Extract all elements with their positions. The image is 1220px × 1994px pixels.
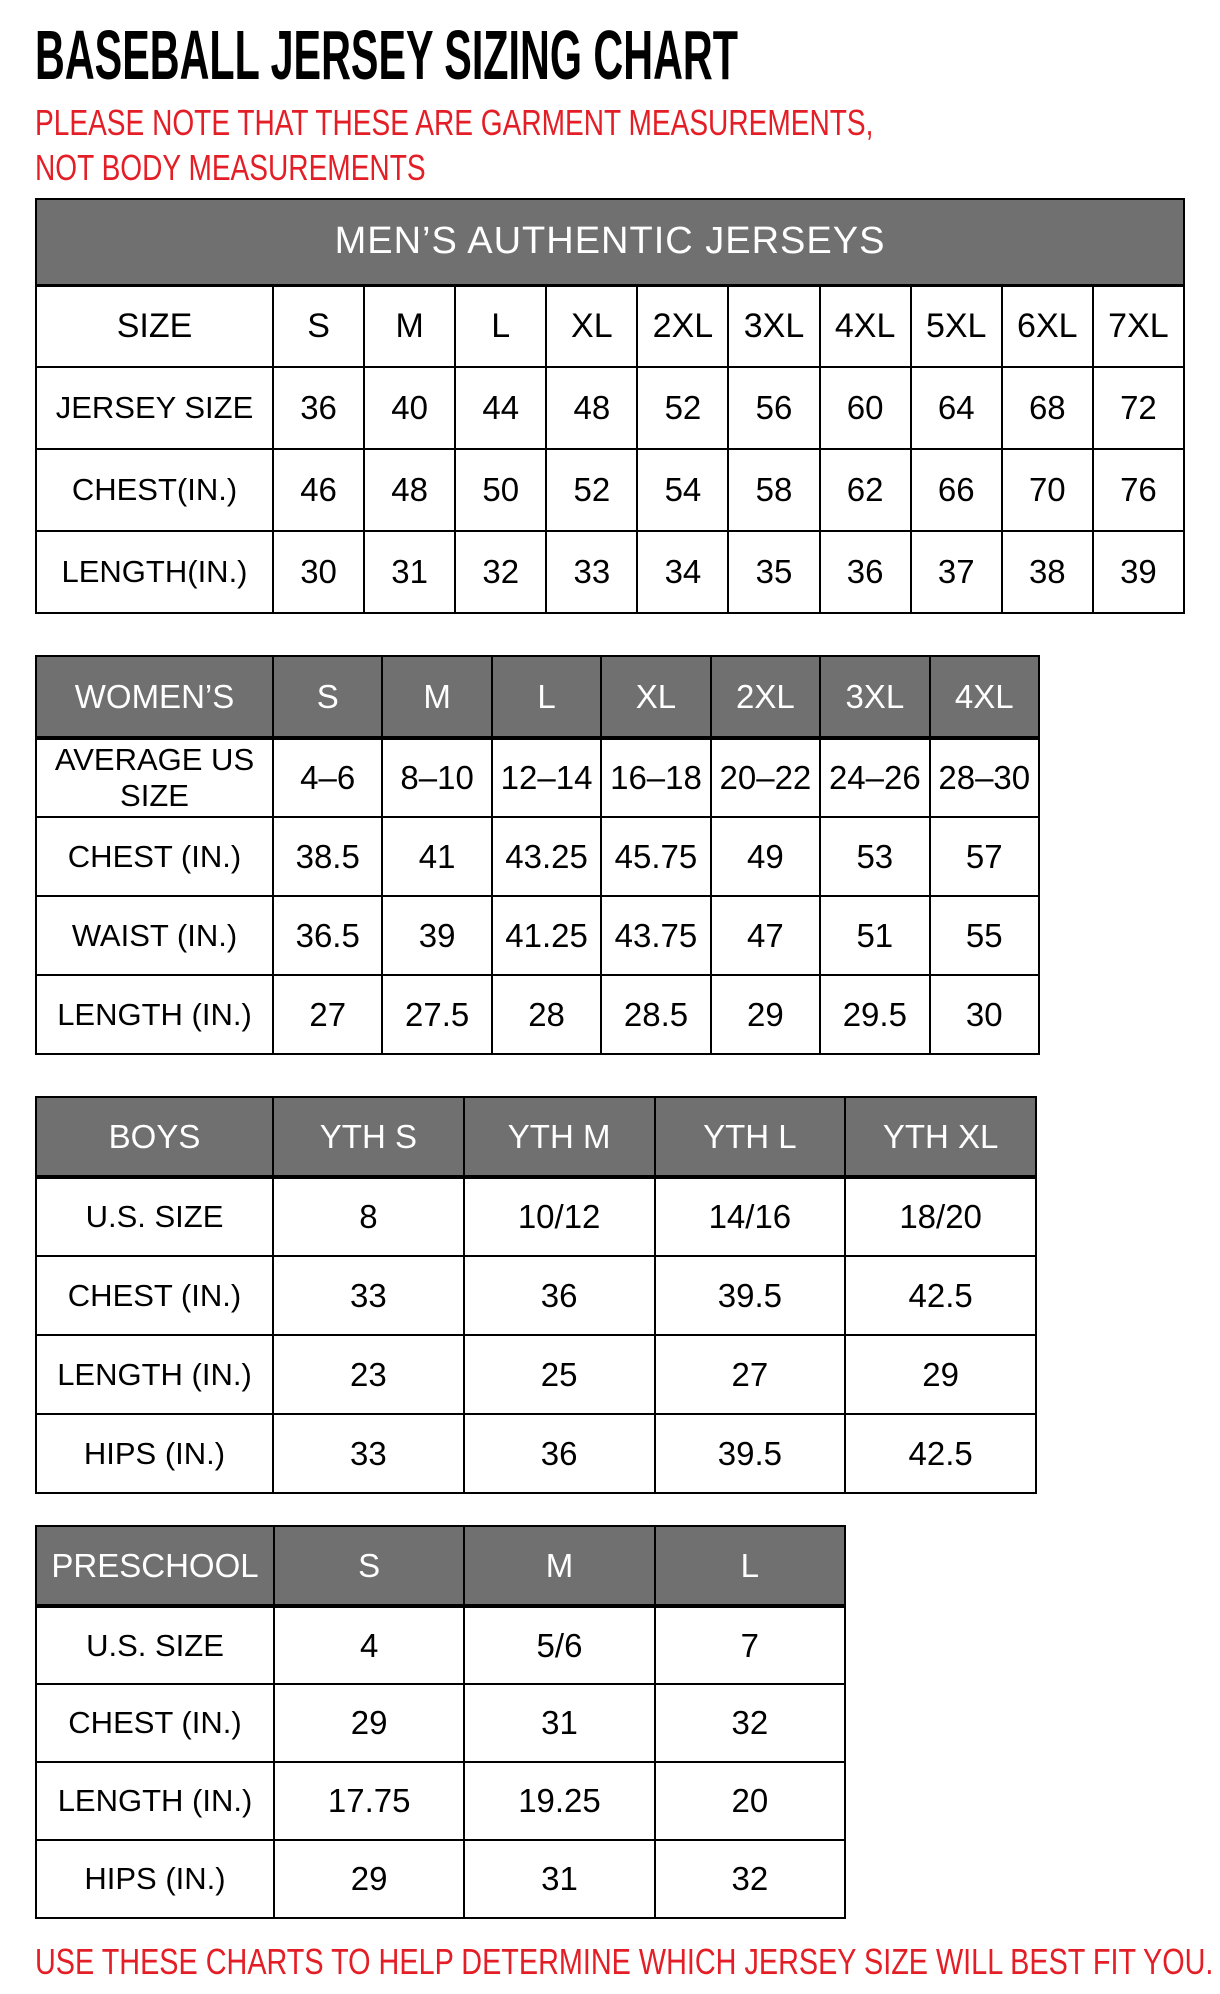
value-cell: 33 (273, 1256, 464, 1335)
value-cell: 24–26 (820, 738, 929, 817)
page-title: BASEBALL JERSEY SIZING CHART (35, 16, 738, 94)
row-label-cell: U.S. SIZE (36, 1606, 274, 1684)
value-cell: 38.5 (273, 817, 382, 896)
value-cell: 42.5 (845, 1414, 1036, 1493)
table-row (36, 896, 1039, 975)
value-cell: 5/6 (464, 1606, 654, 1684)
value-cell: 29 (845, 1335, 1036, 1414)
preschool-sizing-table (35, 1525, 846, 1919)
table-row (36, 367, 1184, 449)
value-cell: 29 (274, 1684, 464, 1762)
table-row (36, 531, 1184, 613)
value-cell: 56 (728, 367, 819, 449)
value-cell: 10/12 (464, 1177, 655, 1256)
column-header-cell: 2XL (711, 656, 820, 738)
value-cell: 57 (930, 817, 1039, 896)
table-row (36, 817, 1039, 896)
value-cell: 19.25 (464, 1762, 654, 1840)
preschool-table-section (35, 1525, 1185, 1919)
value-cell: 39 (1093, 531, 1184, 613)
table-row (36, 1335, 1036, 1414)
value-cell: 70 (1002, 449, 1093, 531)
column-header-cell: PRESCHOOL (36, 1526, 274, 1606)
value-cell: 58 (728, 449, 819, 531)
column-header-cell: M (364, 285, 455, 367)
value-cell: 51 (820, 896, 929, 975)
column-header-cell: YTH S (273, 1097, 464, 1177)
value-cell: 4 (274, 1606, 464, 1684)
value-cell: 36 (820, 531, 911, 613)
value-cell: 29 (274, 1840, 464, 1918)
column-header-cell: L (492, 656, 601, 738)
value-cell: 37 (911, 531, 1002, 613)
value-cell: 48 (546, 367, 637, 449)
womens-sizing-table (35, 655, 1040, 1055)
value-cell: 36 (464, 1414, 655, 1493)
value-cell: 28–30 (930, 738, 1039, 817)
column-header-cell: 2XL (637, 285, 728, 367)
column-header-cell: WOMEN’S (36, 656, 273, 738)
value-cell: 30 (273, 531, 364, 613)
value-cell: 53 (820, 817, 929, 896)
value-cell: 28 (492, 975, 601, 1054)
table-row (36, 975, 1039, 1054)
row-label-cell: LENGTH (IN.) (36, 975, 273, 1054)
column-header-cell: S (274, 1526, 464, 1606)
column-header-cell: YTH M (464, 1097, 655, 1177)
column-header-cell: 7XL (1093, 285, 1184, 367)
table-header-row (36, 1526, 845, 1606)
row-label-cell: HIPS (IN.) (36, 1414, 273, 1493)
table-banner-row (36, 199, 1184, 285)
value-cell: 42.5 (845, 1256, 1036, 1335)
value-cell: 8 (273, 1177, 464, 1256)
value-cell: 7 (655, 1606, 845, 1684)
table-header-row (36, 656, 1039, 738)
table-row (36, 1684, 845, 1762)
row-label-cell: LENGTH(IN.) (36, 531, 273, 613)
value-cell: 72 (1093, 367, 1184, 449)
column-header-cell: SIZE (36, 285, 273, 367)
value-cell: 52 (637, 367, 728, 449)
column-header-cell: S (273, 656, 382, 738)
table-row (36, 1762, 845, 1840)
column-header-cell: 4XL (820, 285, 911, 367)
value-cell: 18/20 (845, 1177, 1036, 1256)
row-label-cell: AVERAGE US SIZE (36, 738, 273, 817)
column-header-cell: YTH L (655, 1097, 846, 1177)
value-cell: 25 (464, 1335, 655, 1414)
mens-table-section (35, 198, 1185, 614)
table-row (36, 738, 1039, 817)
value-cell: 43.75 (601, 896, 710, 975)
value-cell: 36 (464, 1256, 655, 1335)
table-row (36, 1256, 1036, 1335)
value-cell: 12–14 (492, 738, 601, 817)
table-row (36, 1414, 1036, 1493)
value-cell: 35 (728, 531, 819, 613)
garment-measurement-note: PLEASE NOTE THAT THESE ARE GARMENT MEASUREMENTS, NOT BODY MEASUREMENTS (35, 102, 874, 188)
value-cell: 45.75 (601, 817, 710, 896)
boys-sizing-table (35, 1096, 1037, 1494)
value-cell: 28.5 (601, 975, 710, 1054)
value-cell: 76 (1093, 449, 1184, 531)
value-cell: 62 (820, 449, 911, 531)
row-label-cell: CHEST (IN.) (36, 1256, 273, 1335)
value-cell: 47 (711, 896, 820, 975)
value-cell: 39 (382, 896, 491, 975)
womens-table-section (35, 655, 1185, 1055)
value-cell: 31 (464, 1840, 654, 1918)
value-cell: 52 (546, 449, 637, 531)
mens-sizing-table (35, 198, 1185, 614)
value-cell: 33 (546, 531, 637, 613)
value-cell: 54 (637, 449, 728, 531)
table-row (36, 1177, 1036, 1256)
value-cell: 29.5 (820, 975, 929, 1054)
value-cell: 31 (464, 1684, 654, 1762)
value-cell: 23 (273, 1335, 464, 1414)
table-header-row (36, 1097, 1036, 1177)
value-cell: 64 (911, 367, 1002, 449)
value-cell: 16–18 (601, 738, 710, 817)
row-label-cell: HIPS (IN.) (36, 1840, 274, 1918)
column-header-cell: 5XL (911, 285, 1002, 367)
value-cell: 32 (655, 1684, 845, 1762)
value-cell: 68 (1002, 367, 1093, 449)
column-header-cell: M (382, 656, 491, 738)
column-header-cell: M (464, 1526, 654, 1606)
value-cell: 66 (911, 449, 1002, 531)
value-cell: 27 (273, 975, 382, 1054)
value-cell: 60 (820, 367, 911, 449)
row-label-cell: LENGTH (IN.) (36, 1335, 273, 1414)
table-row (36, 449, 1184, 531)
column-header-cell: 3XL (728, 285, 819, 367)
row-label-cell: CHEST (IN.) (36, 1684, 274, 1762)
value-cell: 4–6 (273, 738, 382, 817)
value-cell: 43.25 (492, 817, 601, 896)
value-cell: 46 (273, 449, 364, 531)
value-cell: 29 (711, 975, 820, 1054)
column-header-cell: YTH XL (845, 1097, 1036, 1177)
value-cell: 31 (364, 531, 455, 613)
column-header-cell: 6XL (1002, 285, 1093, 367)
value-cell: 49 (711, 817, 820, 896)
value-cell: 40 (364, 367, 455, 449)
value-cell: 14/16 (655, 1177, 846, 1256)
table-row (36, 1606, 845, 1684)
column-header-cell: BOYS (36, 1097, 273, 1177)
column-header-cell: XL (601, 656, 710, 738)
value-cell: 48 (364, 449, 455, 531)
table-banner-cell: MEN’S AUTHENTIC JERSEYS (36, 199, 1184, 285)
value-cell: 20–22 (711, 738, 820, 817)
row-label-cell: JERSEY SIZE (36, 367, 273, 449)
value-cell: 27 (655, 1335, 846, 1414)
value-cell: 33 (273, 1414, 464, 1493)
value-cell: 36 (273, 367, 364, 449)
value-cell: 38 (1002, 531, 1093, 613)
value-cell: 44 (455, 367, 546, 449)
value-cell: 30 (930, 975, 1039, 1054)
column-header-cell: XL (546, 285, 637, 367)
row-label-cell: CHEST (IN.) (36, 817, 273, 896)
value-cell: 36.5 (273, 896, 382, 975)
value-cell: 50 (455, 449, 546, 531)
value-cell: 41.25 (492, 896, 601, 975)
value-cell: 32 (455, 531, 546, 613)
value-cell: 39.5 (655, 1256, 846, 1335)
value-cell: 20 (655, 1762, 845, 1840)
column-header-cell: S (273, 285, 364, 367)
row-label-cell: CHEST(IN.) (36, 449, 273, 531)
value-cell: 8–10 (382, 738, 491, 817)
column-header-cell: 4XL (930, 656, 1039, 738)
value-cell: 17.75 (274, 1762, 464, 1840)
row-label-cell: WAIST (IN.) (36, 896, 273, 975)
column-header-cell: 3XL (820, 656, 929, 738)
fit-advice-note: USE THESE CHARTS TO HELP DETERMINE WHICH JERSEY SIZE WILL BEST FIT YOU. (35, 1941, 1214, 1982)
value-cell: 41 (382, 817, 491, 896)
column-header-cell: L (455, 285, 546, 367)
column-header-cell: L (655, 1526, 845, 1606)
value-cell: 27.5 (382, 975, 491, 1054)
value-cell: 39.5 (655, 1414, 846, 1493)
table-row (36, 1840, 845, 1918)
row-label-cell: U.S. SIZE (36, 1177, 273, 1256)
boys-table-section (35, 1096, 1185, 1494)
value-cell: 32 (655, 1840, 845, 1918)
table-header-row (36, 285, 1184, 367)
row-label-cell: LENGTH (IN.) (36, 1762, 274, 1840)
value-cell: 55 (930, 896, 1039, 975)
value-cell: 34 (637, 531, 728, 613)
